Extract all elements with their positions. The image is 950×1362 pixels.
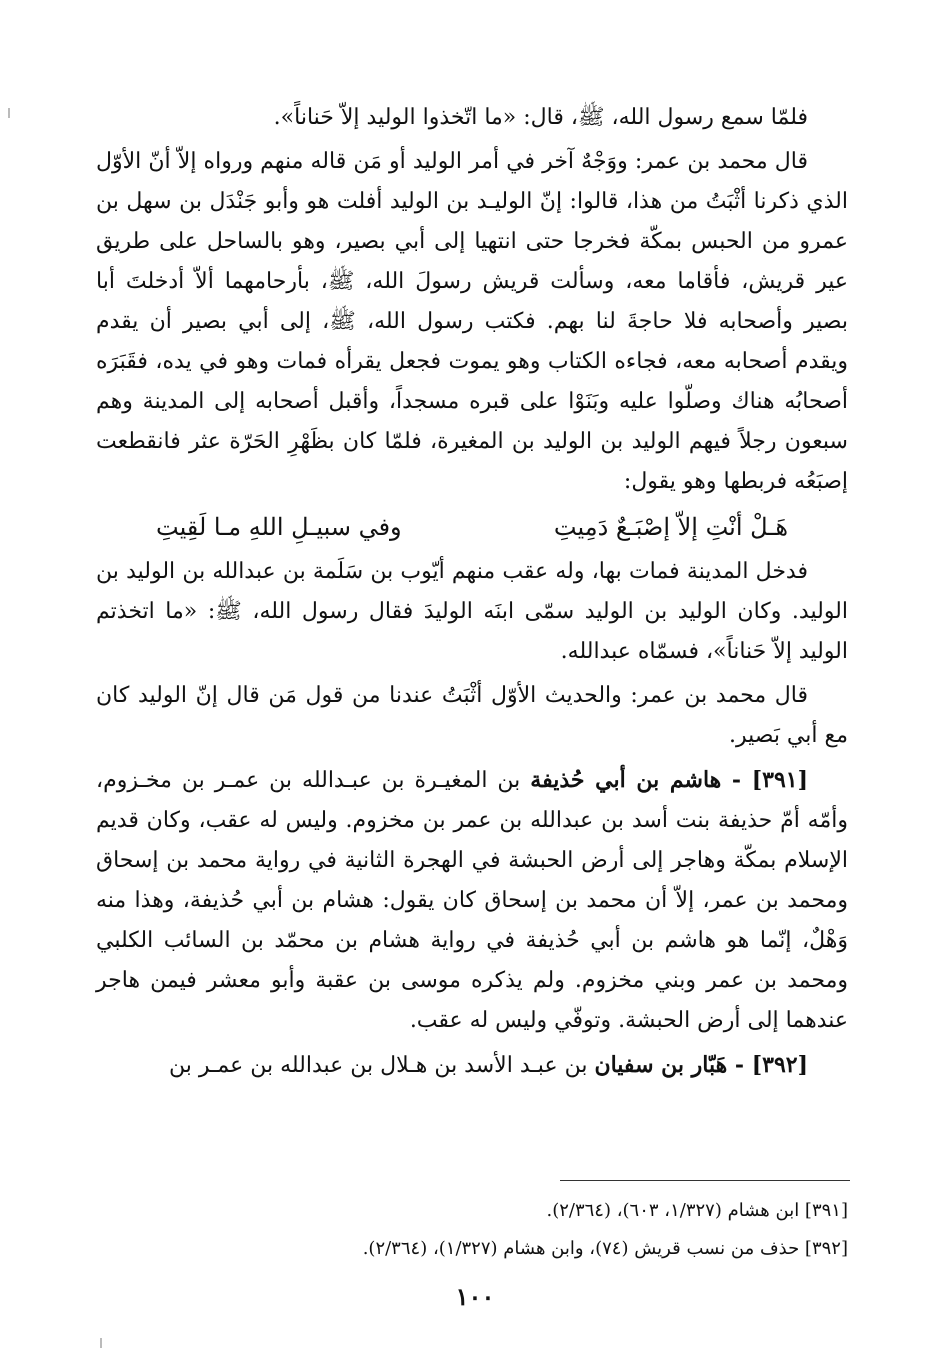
scan-mark	[100, 1338, 102, 1348]
scan-mark	[8, 108, 10, 118]
poem-first-hemistich: هَـلْ أنْتِ إلاّ إصْبَـعٌ دَمِيتِ	[553, 513, 788, 541]
entry-392-heading: [٣٩٢] - هَبّار بن سفيان	[594, 1052, 808, 1078]
paragraph-1: فلمّا سمع رسول الله، ﷺ، قال: «ما اتّخذوا الوليد إلاّ حَناناً».	[273, 105, 808, 130]
footnote-392: [٣٩٢] حذف من نسب قريش (٧٤)، وابن هشام (١/٣٢٧)، (٢/٣٦٤).	[362, 1238, 848, 1259]
main-text	[96, 98, 848, 1090]
page-number: ١٠٠	[455, 1282, 495, 1311]
footnotes	[96, 1192, 848, 1268]
entry-391	[96, 760, 848, 1041]
poem-verse	[96, 506, 848, 548]
entry-391-heading: [٣٩١] - هاشم بن أبي حُذيفة	[530, 767, 808, 793]
footnote-391: [٣٩١] ابن هشام (١/٣٢٧، ٦٠٣)، (٢/٣٦٤).	[546, 1200, 848, 1221]
paragraph-4: قال محمد بن عمر: والحديث الأوّل أثْبَتُ عندنا من قول مَن قال إنّ الوليد كان مع أبي بَصير.	[96, 683, 848, 748]
poem-second-hemistich: وفي سبيـلِ اللهِ مـا لَقِيتِ	[156, 513, 402, 541]
paragraph-2: قال محمد بن عمر: ووَجْهٌ آخر في أمر الوليد أو مَن قاله منهم ورواه إلاّ أنّ الأوّل الذي ذكرنا أثْبَتُ من هذا، قالوا: إنّ الوليـد بن الوليد أفلت هو وأبو جَنْدَل بن سهل بن عمرو من الحبس بمكّة فخرجا حتى انتهيا إلى أبي بصير، وهو بالساحل على طريق عير قريش، فأقاما معه، وسألت قريش رسولَ الله، ﷺ، بأرحامهما ألاّ أدخلتَ أبا بصير وأصحابه فلا حاجةَ لنا بهم. فكتب رسول الله، ﷺ، إلى أبي بصير أن يقدم ويقدم أصحابه معه، فجاءه الكتاب وهو يموت فجعل يقرأه فمات وهو في يده، فقَبَرَه أصحابُه هناك وصلّوا عليه وبَنَوْا على قبره مسجداً، وأقبل أصحابه إلى المدينة وهم سبعون رجلاً فيهم الوليد بن الوليد بن المغيرة، فلمّا كان بظَهْرِ الحَرّة عثر فانقطعت إصبَعُه فربطها وهو يقول:	[96, 149, 848, 494]
paragraph-3: فدخل المدينة فمات بها، وله عقب منهم أيّوب بن سَلَمة بن عبدالله بن الوليد بن الوليد. وكان الوليد بن الوليد سمّى ابنَه الوليدَ فقال رسول الله، ﷺ: «ما اتخذتم الوليد إلاّ حَناناً»، فسمّاه عبدالله.	[96, 559, 848, 664]
footnote-divider	[560, 1180, 850, 1181]
entry-391-text: بن المغيـرة بن عبـدالله بن عمـر بن مخـزوم، وأمّه أمّ حذيفة بنت أسد بن عبدالله بن عمر بن مخزوم. وليس له عقب، وكان قديم الإسلام بمكّة وهاجر إلى أرض الحبشة في الهجرة الثانية في رواية محمد بن إسحاق ومحمد بن عمر، إلاّ أن محمد بن إسحاق كان يقول: هشام بن أبي حُذيفة، وهذا منه وَهْلٌ، إنّما هو هاشم بن أبي حُذيفة في رواية هشام بن محمّد بن السائب الكلبي ومحمد بن عمر وبني مخزوم. ولم يذكره موسى بن عقبة وأبو معشر فيمن هاجر عندهما إلى أرض الحبشة. وتوفّي وليس له عقب.	[96, 768, 848, 1033]
entry-392-text: بن عبـد الأسد بن هـلال بن عبدالله بن عمـر بن	[168, 1053, 595, 1078]
entry-392	[96, 1045, 848, 1086]
